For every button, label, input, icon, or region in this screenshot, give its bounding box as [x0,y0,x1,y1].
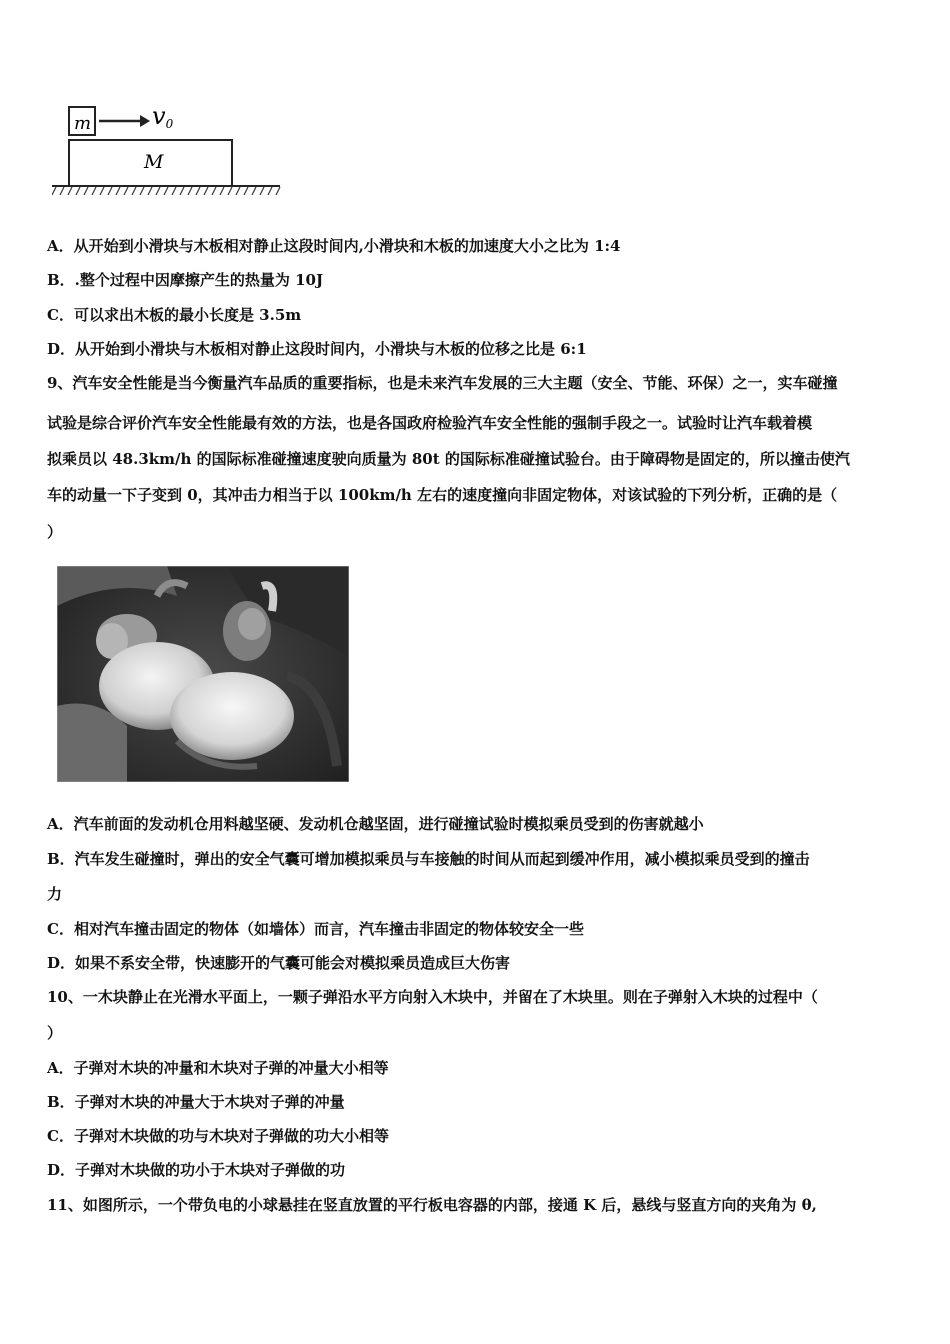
q9-option-b: B．汽车发生碰撞时，弹出的安全气囊可增加模拟乘员与车接触的时间从而起到缓冲作用，减小模拟乘员受到的撞击 [47,850,810,868]
q8-option-a: A．从开始到小滑块与木板相对静止这段时间内,小滑块和木板的加速度大小之比为 1:4 [47,237,621,255]
q8-option-b: B．.整个过程中因摩擦产生的热量为 10J [47,271,324,289]
q10-stem-line-1: 10、一木块静止在光滑水平面上，一颗子弹沿水平方向射入木块中，并留在了木块里。则在子弹射入木块的过程中（ [47,988,818,1006]
block-diagram [52,98,292,202]
q8-option-c: C．可以求出木板的最小长度是 3.5m [47,306,302,324]
q9-option-c: C．相对汽车撞击固定的物体（如墙体）而言，汽车撞击非固定的物体较安全一些 [47,920,584,938]
velocity-label: v0 [152,102,174,131]
small-block-label: m [74,113,92,134]
q10-option-c: C．子弹对木块做的功与木块对子弹做的功大小相等 [47,1127,389,1145]
q11-stem-line-1: 11、如图所示，一个带负电的小球悬挂在竖直放置的平行板电容器的内部，接通 K 后，悬线与竖直方向的夹角为 θ, [47,1196,817,1214]
crash-test-photo [57,566,349,782]
q10-option-d: D．子弹对木块做的功小于木块对子弹做的功 [47,1161,346,1179]
q9-stem-line-2: 试验是综合评价汽车安全性能最有效的方法，也是各国政府检验汽车安全性能的强制手段之一。试验时让汽车载着模 [47,414,813,432]
q9-option-a: A．汽车前面的发动机仓用料越坚硬、发动机仓越坚固，进行碰撞试验时模拟乘员受到的伤害就越小 [47,815,704,833]
q10-option-a: A．子弹对木块的冲量和木块对子弹的冲量大小相等 [47,1059,389,1077]
q9-option-b-cont: 力 [47,885,63,903]
q9-stem-line-1: 9、汽车安全性能是当今衡量汽车品质的重要指标，也是未来汽车发展的三大主题（安全、节能、环保）之一，实车碰撞 [47,374,838,392]
q9-stem-line-4: 车的动量一下子变到 0，其冲击力相当于以 100km/h 左右的速度撞向非固定物体，对该试验的下列分析，正确的是（ [47,486,838,504]
q10-stem-line-2: ） [47,1024,63,1042]
q8-option-d: D．从开始到小滑块与木板相对静止这段时间内，小滑块与木板的位移之比是 6:1 [47,340,587,358]
q10-option-b: B．子弹对木块的冲量大于木块对子弹的冲量 [47,1093,345,1111]
velocity-arrowhead [140,115,150,127]
q9-option-d: D．如果不系安全带，快速膨开的气囊可能会对模拟乘员造成巨大伤害 [47,954,511,972]
large-block-label: M [144,151,164,173]
ground-hatch [52,187,280,195]
q9-stem-line-5: ） [47,523,63,541]
q9-stem-line-3: 拟乘员以 48.3km/h 的国际标准碰撞速度驶向质量为 80t 的国际标准碰撞试验台。由于障碍物是固定的，所以撞击使汽 [47,450,850,468]
